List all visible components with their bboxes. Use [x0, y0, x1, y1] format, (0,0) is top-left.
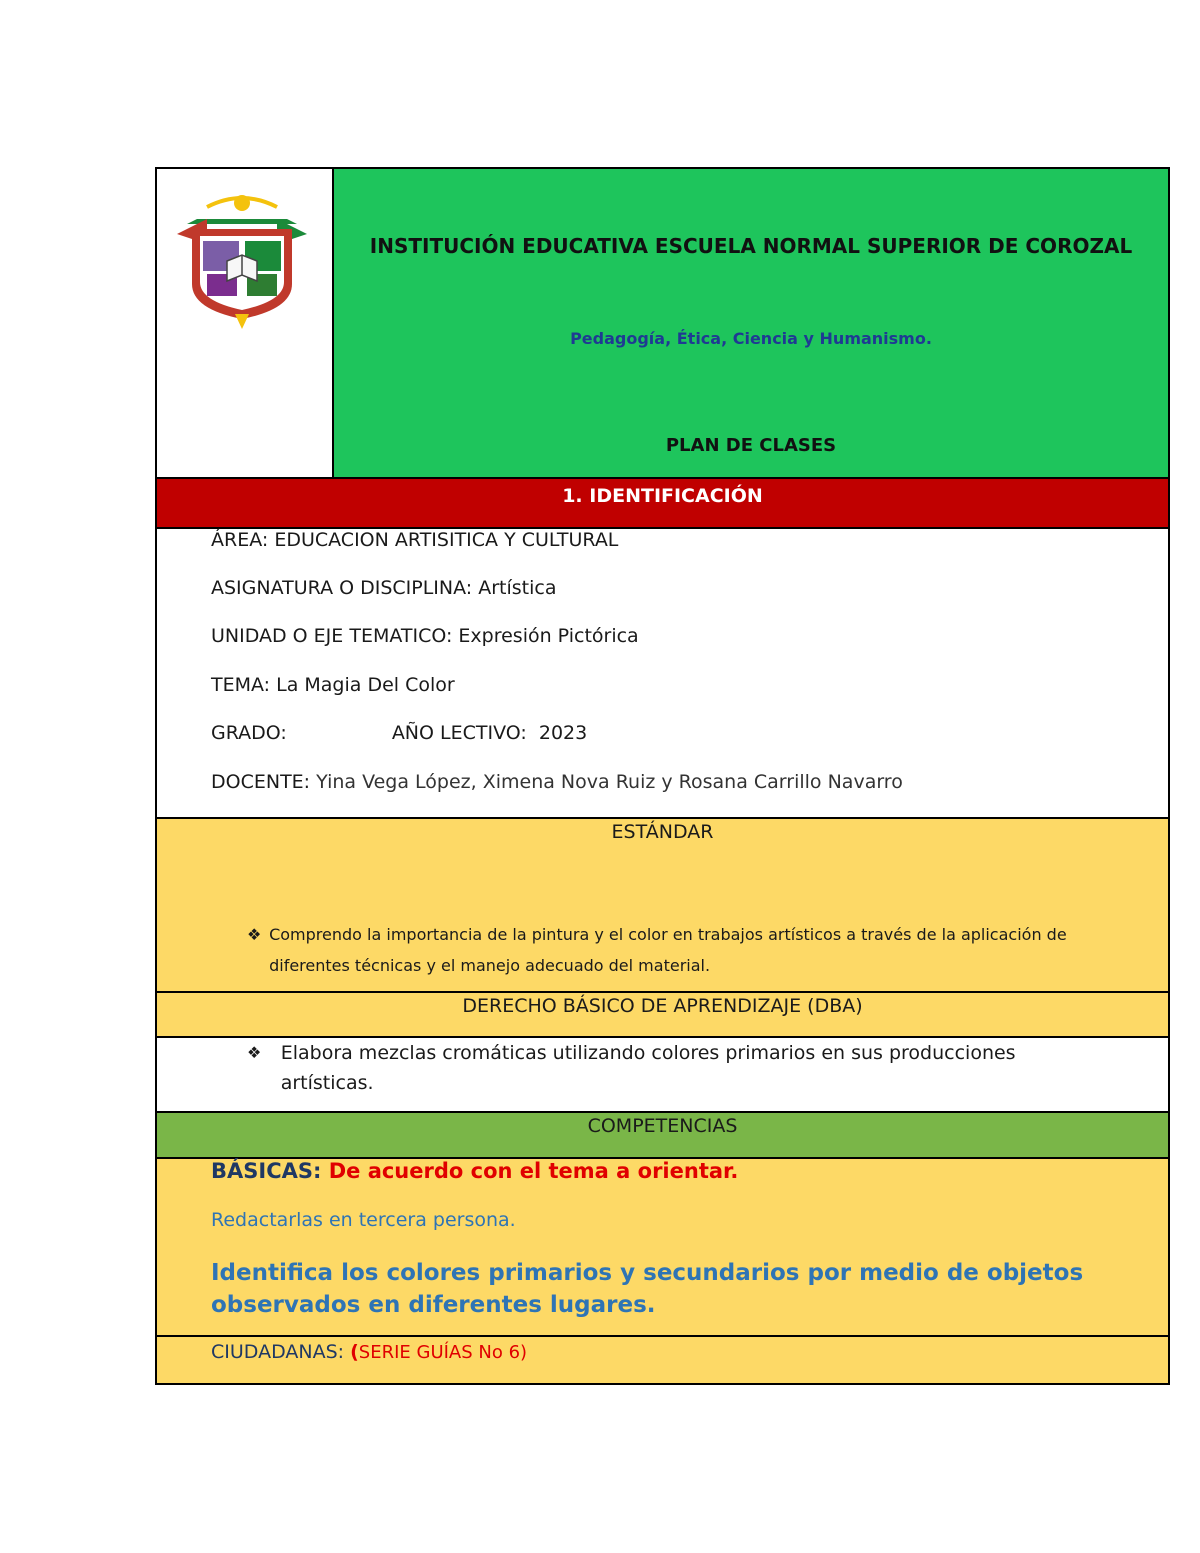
basic-competencies — [155, 1157, 1170, 1337]
topic-label: TEMA: — [211, 674, 271, 696]
grade-label: GRADO: — [211, 722, 287, 744]
identification-info — [155, 527, 1170, 819]
standard-item — [247, 919, 1077, 981]
diamond-bullet-icon: ❖ — [247, 1043, 262, 1062]
dba-title: DERECHO BÁSICO DE APRENDIZAJE (DBA) — [462, 995, 863, 1017]
logo-cell — [155, 167, 334, 479]
teacher-label: DOCENTE: — [211, 771, 311, 793]
year-value: 2023 — [538, 722, 588, 744]
standard-title: ESTÁNDAR — [611, 821, 714, 843]
standard-text: Comprendo la importancia de la pintura y el color en trabajos artísticos a través de la aplicación de diferentes técnicas y el manejo adecuado del material. — [269, 925, 1067, 975]
citizen-value: SERIE GUÍAS No 6) — [358, 1342, 528, 1363]
school-crest-logo — [167, 189, 317, 339]
basic-row — [211, 1159, 738, 1183]
dba-item — [247, 1038, 1107, 1098]
institution-motto: Pedagogía, Ética, Ciencia y Humanismo. — [570, 329, 932, 348]
lesson-plan-document — [155, 167, 1170, 1385]
teacher-value: Yina Vega López, Ximena Nova Ruiz y Rosana Carrillo Navarro — [316, 771, 903, 793]
basic-hint: Redactarlas en tercera persona. — [211, 1209, 516, 1231]
citizen-competencies — [155, 1335, 1170, 1385]
plan-title: PLAN DE CLASES — [665, 435, 837, 456]
dba-section — [155, 1036, 1170, 1113]
subject-row — [211, 577, 557, 599]
diamond-bullet-icon: ❖ — [247, 925, 262, 944]
teacher-row — [211, 771, 903, 793]
basic-text: Identifica los colores primarios y secundarios por medio de objetos observados en diferentes lugares. — [211, 1260, 1084, 1318]
header-cell — [332, 167, 1170, 479]
topic-row — [211, 674, 455, 696]
unit-row — [211, 625, 639, 647]
subject-value: Artística — [478, 577, 557, 599]
citizen-label: CIUDADANAS: — [211, 1341, 345, 1363]
area-value: EDUCACION ARTISITICA Y CULTURAL — [274, 529, 619, 551]
identification-title: 1. IDENTIFICACIÓN — [562, 485, 763, 507]
area-label: ÁREA: — [211, 529, 269, 551]
dba-text: Elabora mezclas cromáticas utilizando colores primarios en sus producciones artísticas. — [280, 1042, 1016, 1094]
identification-header — [155, 477, 1170, 529]
grade-row — [211, 722, 587, 744]
area-row — [211, 529, 618, 551]
unit-value: Expresión Pictórica — [458, 625, 639, 647]
topic-value: La Magia Del Color — [276, 674, 455, 696]
competencies-title: COMPETENCIAS — [587, 1115, 738, 1137]
year-label: AÑO LECTIVO: — [391, 722, 527, 744]
basic-note: De acuerdo con el tema a orientar. — [328, 1159, 739, 1183]
basic-label: BÁSICAS: — [211, 1159, 322, 1183]
competencies-header — [155, 1111, 1170, 1159]
subject-label: ASIGNATURA O DISCIPLINA: — [211, 577, 473, 599]
institution-name: INSTITUCIÓN EDUCATIVA ESCUELA NORMAL SUPERIOR DE COROZAL — [369, 234, 1133, 258]
unit-label: UNIDAD O EJE TEMATICO: — [211, 625, 453, 647]
standard-section — [155, 817, 1170, 993]
dba-header — [155, 991, 1170, 1038]
citizen-row — [211, 1341, 527, 1363]
citizen-paren: ( — [350, 1341, 359, 1363]
